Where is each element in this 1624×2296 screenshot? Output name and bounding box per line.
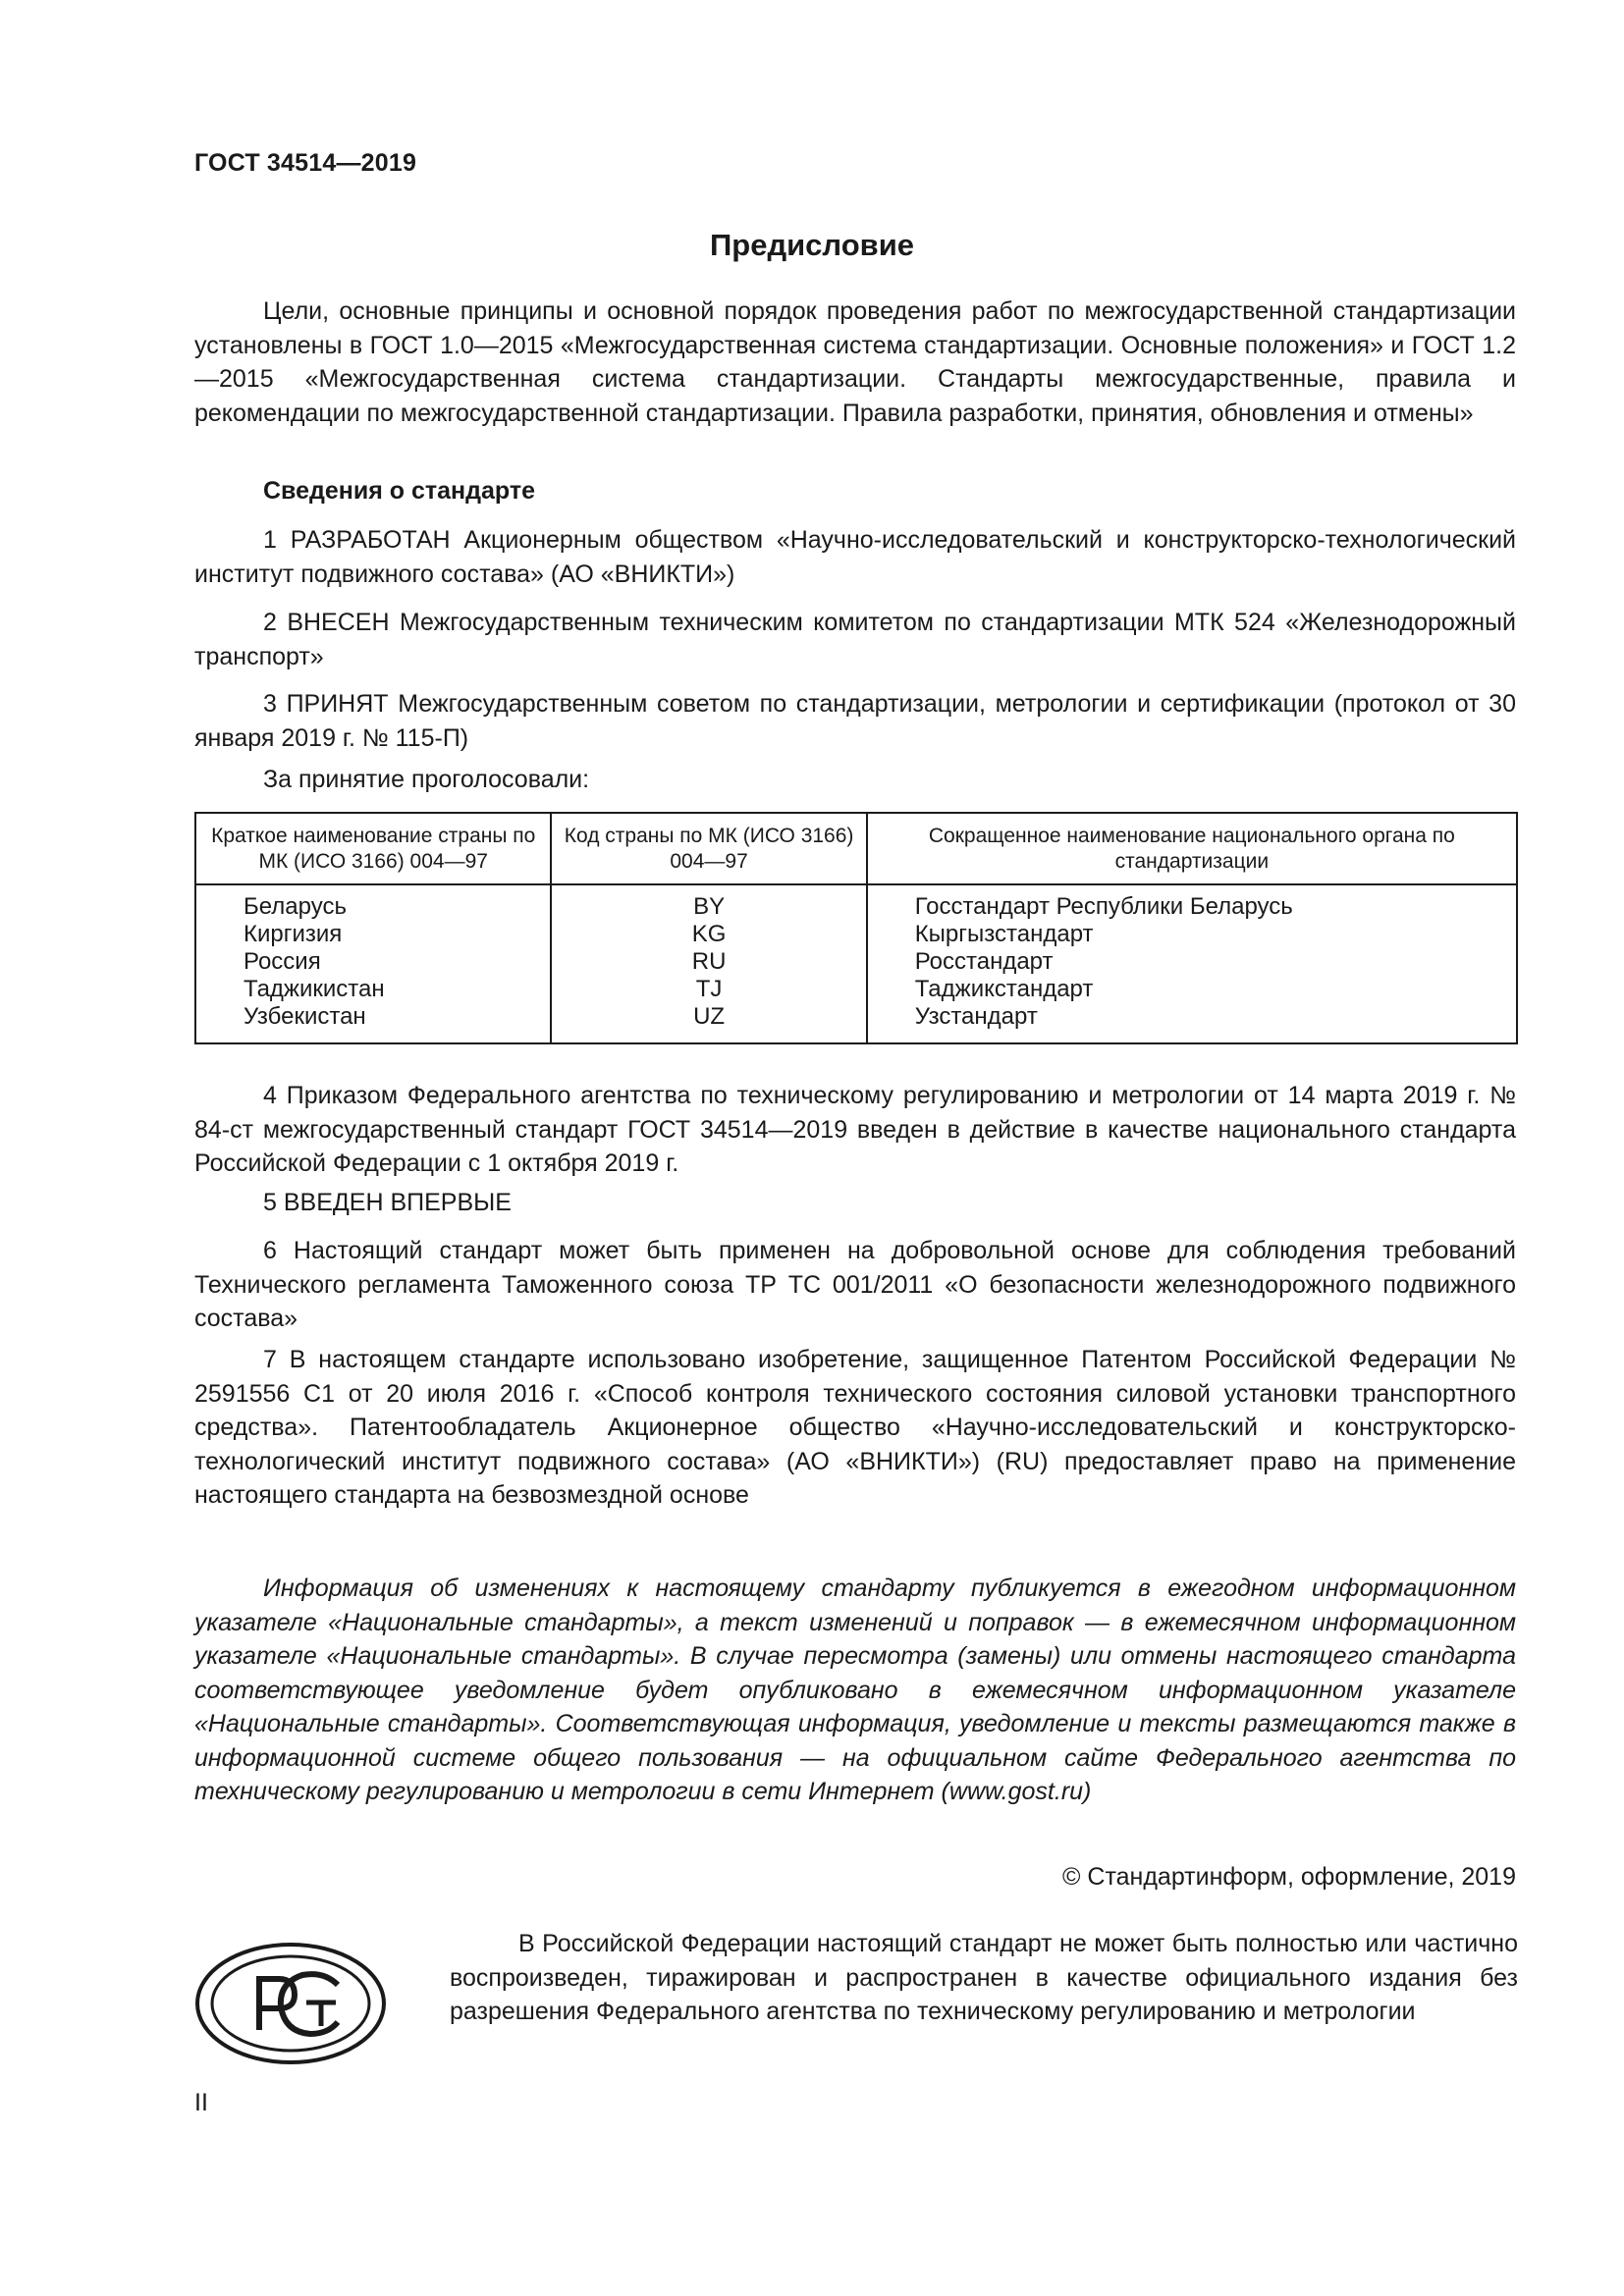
country-code-cell: BY xyxy=(693,893,726,920)
copyright-line: © Стандартинформ, оформление, 2019 xyxy=(1062,1863,1516,1891)
voting-countries-table xyxy=(194,812,1518,1044)
table-body-row xyxy=(195,884,1517,1043)
item-enacted: 4 Приказом Федерального агентства по техническому регулированию и метрологии от 14 марта 2019 г. № 84-ст межгосударственный стандарт ГОСТ 34514—2019 введен в действие в качестве национального стандарта Российской Федерации с 1 октября 2019 г. xyxy=(194,1082,1516,1177)
header-country-code: Код страны по МК (ИСО 3166) 004—97 xyxy=(551,813,866,884)
table-header-row xyxy=(195,813,1517,884)
country-code-cell: RU xyxy=(691,948,727,975)
item-patent: 7 В настоящем стандарте использовано изобретение, защищенное Патентом Российской Федерации № 2591556 С1 от 20 июля 2016 г. «Способ контроля технического состояния силовой установки транспортного средства». Патентообладатель Акционерное общество «Научно-исследовательский и конструкторско-технологический институт подвижного состава» (АО «ВНИКТИ») (RU) предоставляет право на применение настоящего стандарта на безвозмездной основе xyxy=(194,1346,1516,1509)
changes-notice: Информация об изменениях к настоящему стандарту публикуется в ежегодном информационном указателе «Национальные стандарты», а текст изменений и поправок — в ежемесячном информационном указателе «Национальные стандарты». В случае пересмотра (замены) или отмены настоящего стандарта соответствующее уведомление будет опубликовано в ежемесячном информационном указателе «Национальные стандарты». Соответствующая информация, уведомление и тексты размещаются также в информационной системе общего пользования — на официальном сайте Федерального агентства по техническому регулированию и метрологии в сети Интернет (www.gost.ru) xyxy=(194,1575,1516,1805)
header-national-body: Сокращенное наименование национального органа по стандартизации xyxy=(867,813,1517,884)
country-name-cell: Беларусь xyxy=(244,893,347,920)
item-developed: 1 РАЗРАБОТАН Акционерным обществом «Научно-исследовательский и конструкторско-технологический институт подвижного состава» (АО «ВНИКТИ») xyxy=(194,526,1516,588)
national-body-cell: Кыргызстандарт xyxy=(914,921,1094,947)
intro-paragraph: Цели, основные принципы и основной порядок проведения работ по межгосударственной стандартизации установлены в ГОСТ 1.0—2015 «Межгосударственная система стандартизации. Основные положения» и ГОСТ 1.2—2015 «Межгосударственная система стандартизации. Стандарты межгосударственные, правила и рекомендации по межгосударственной стандартизации. Правила разработки, принятия, обновления и отмены» xyxy=(194,297,1516,427)
page-number: II xyxy=(194,2089,208,2116)
item-adopted: 3 ПРИНЯТ Межгосударственным советом по стандартизации, метрологии и сертификации (протокол от 30 января 2019 г. № 115-П) xyxy=(194,690,1516,752)
country-code-cell: UZ xyxy=(693,1003,726,1030)
national-body-column xyxy=(867,884,1517,1043)
national-body-cell: Росстандарт xyxy=(914,948,1054,975)
national-body-cell: Госстандарт Республики Беларусь xyxy=(914,893,1293,920)
rights-notice: В Российской Федерации настоящий стандарт не может быть полностью или частично воспроизведен, тиражирован и распространен в качестве официального издания без разрешения Федерального агентства по техническому регулированию и метрологии xyxy=(450,1930,1518,2025)
country-code-cell: KG xyxy=(691,921,727,947)
country-name-cell: Узбекистан xyxy=(244,1003,366,1030)
country-name-cell: Таджикистан xyxy=(244,976,385,1002)
item-submitted: 2 ВНЕСЕН Межгосударственным техническим комитетом по стандартизации МТК 524 «Железнодорожный транспорт» xyxy=(194,609,1516,670)
national-body-cell: Узстандарт xyxy=(914,1003,1038,1030)
country-code-column xyxy=(551,884,866,1043)
standard-info-heading: Сведения о стандарте xyxy=(263,477,536,505)
votes-intro: За принятие проголосовали: xyxy=(263,766,590,793)
national-body-cell: Таджикстандарт xyxy=(914,976,1094,1002)
header-country-name: Краткое наименование страны по МК (ИСО 3166) 004—97 xyxy=(195,813,551,884)
country-name-cell: Киргизия xyxy=(244,921,343,947)
country-name-cell: Россия xyxy=(244,948,321,975)
country-name-column xyxy=(195,884,551,1043)
item-first-introduced: 5 ВВЕДЕН ВПЕРВЫЕ xyxy=(263,1189,512,1216)
item-voluntary-application: 6 Настоящий стандарт может быть применен на добровольной основе для соблюдения требований Технического регламента Таможенного союза ТР ТС 001/2011 «О безопасности железнодорожного подвижного состава» xyxy=(194,1237,1516,1332)
country-code-cell: TJ xyxy=(695,976,723,1002)
document-code: ГОСТ 34514—2019 xyxy=(194,149,417,177)
page-title: Предисловие xyxy=(709,228,914,262)
rst-certification-logo xyxy=(194,1942,387,2065)
